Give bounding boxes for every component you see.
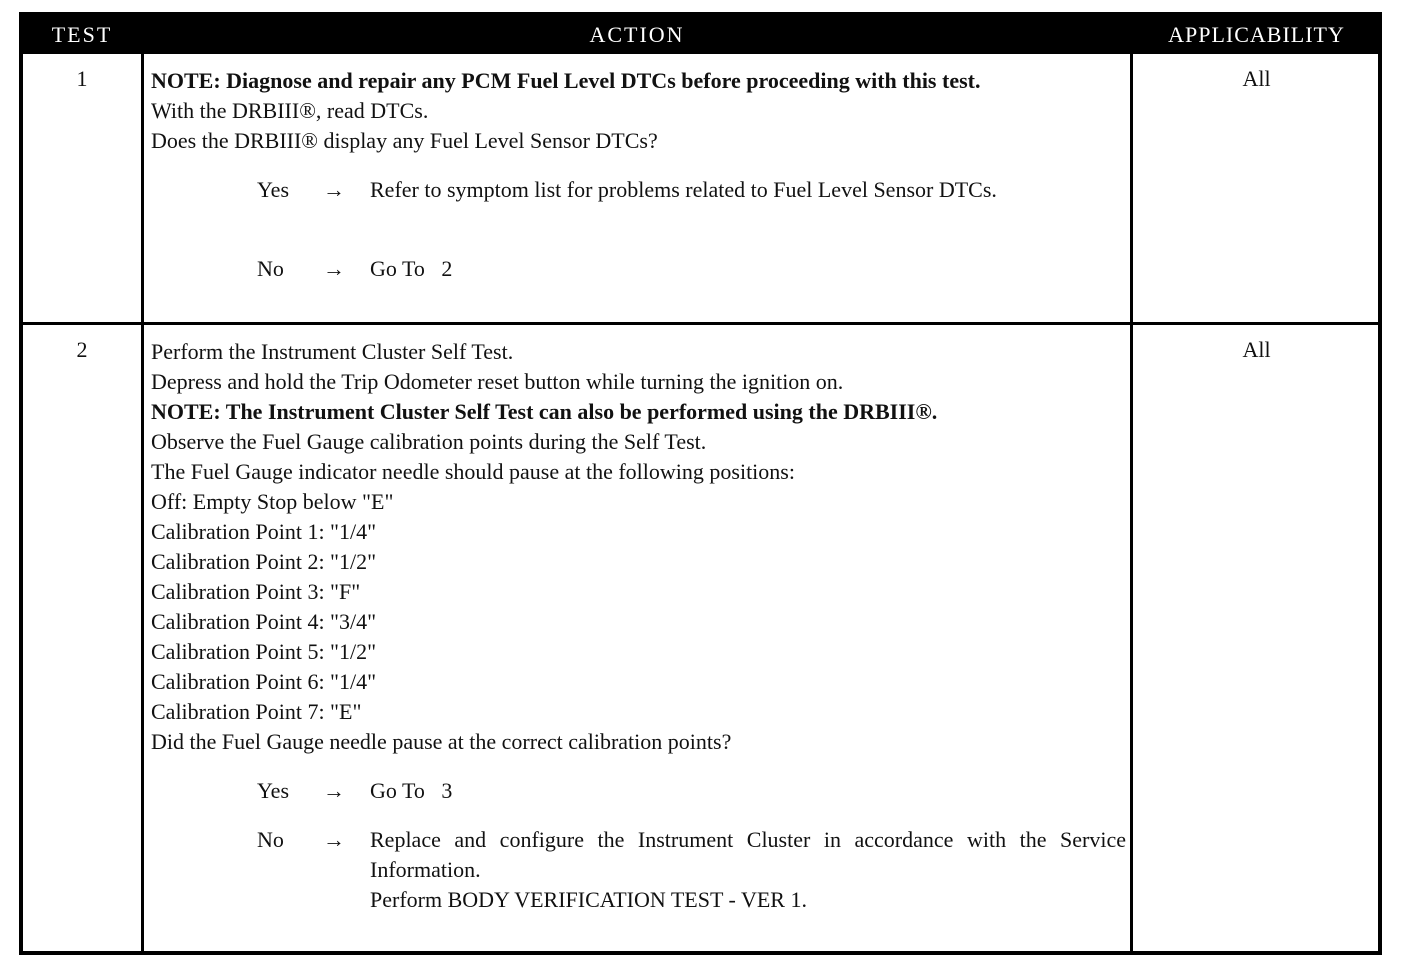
header-test: TEST [51, 22, 113, 47]
response-text: Refer to symptom list for problems related to Fuel Level Sensor DTCs. [370, 177, 997, 202]
response-text: Go To 3 [370, 778, 453, 803]
response-text: Go To 2 [370, 256, 453, 281]
applicability-value: All [1242, 66, 1271, 91]
calibration-line: Calibration Point 5: "1/2" [151, 639, 377, 664]
test-number: 2 [76, 337, 88, 362]
action-line: The Fuel Gauge indicator needle should pause at the following positions: [151, 459, 795, 484]
action-line: Depress and hold the Trip Odometer reset button while turning the ignition on. [151, 369, 844, 394]
response-label: Yes [257, 177, 290, 202]
response-label: Yes [257, 778, 290, 803]
table-header [23, 16, 1378, 54]
calibration-line: Calibration Point 6: "1/4" [151, 669, 377, 694]
action-cell [151, 337, 1126, 915]
row-divider [23, 322, 1378, 325]
response-text: Perform BODY VERIFICATION TEST - VER 1. [370, 887, 807, 912]
arrow-icon: → [323, 778, 345, 803]
header-applicability: APPLICABILITY [1168, 22, 1345, 47]
header-action: ACTION [589, 22, 685, 47]
test-number: 1 [76, 66, 88, 91]
response-yes [151, 175, 1126, 235]
applicability-value: All [1242, 337, 1271, 362]
arrow-icon: → [323, 827, 345, 852]
action-cell [151, 66, 1126, 284]
action-line: Did the Fuel Gauge needle pause at the correct calibration points? [151, 729, 732, 754]
response-label: No [257, 827, 284, 852]
response-text-block [370, 825, 1126, 915]
action-line: Observe the Fuel Gauge calibration points during the Self Test. [151, 429, 707, 454]
action-line: Perform the Instrument Cluster Self Test. [151, 339, 514, 364]
diagnostic-table [19, 12, 1382, 955]
calibration-line: Off: Empty Stop below "E" [151, 489, 394, 514]
calibration-line: Calibration Point 3: "F" [151, 579, 361, 604]
column-divider [141, 54, 144, 951]
response-yes [151, 776, 1126, 806]
action-line: With the DRBIII®, read DTCs. [151, 98, 429, 123]
calibration-line: Calibration Point 2: "1/2" [151, 549, 377, 574]
calibration-line: Calibration Point 1: "1/4" [151, 519, 377, 544]
response-text: Replace and configure the Instrument Cluster in accordance with the Service Information. [370, 827, 1126, 882]
action-line: Does the DRBIII® display any Fuel Level Sensor DTCs? [151, 128, 658, 153]
arrow-icon: → [323, 177, 345, 202]
response-no [151, 825, 1126, 915]
column-divider [1130, 54, 1133, 951]
calibration-line: Calibration Point 7: "E" [151, 699, 362, 724]
arrow-icon: → [323, 256, 345, 281]
response-label: No [257, 256, 284, 281]
calibration-line: Calibration Point 4: "3/4" [151, 609, 377, 634]
note-text: NOTE: The Instrument Cluster Self Test can also be performed using the DRBIII®. [151, 399, 938, 424]
response-no [151, 254, 1126, 284]
note-text: NOTE: Diagnose and repair any PCM Fuel Level DTCs before proceeding with this test. [151, 68, 981, 93]
